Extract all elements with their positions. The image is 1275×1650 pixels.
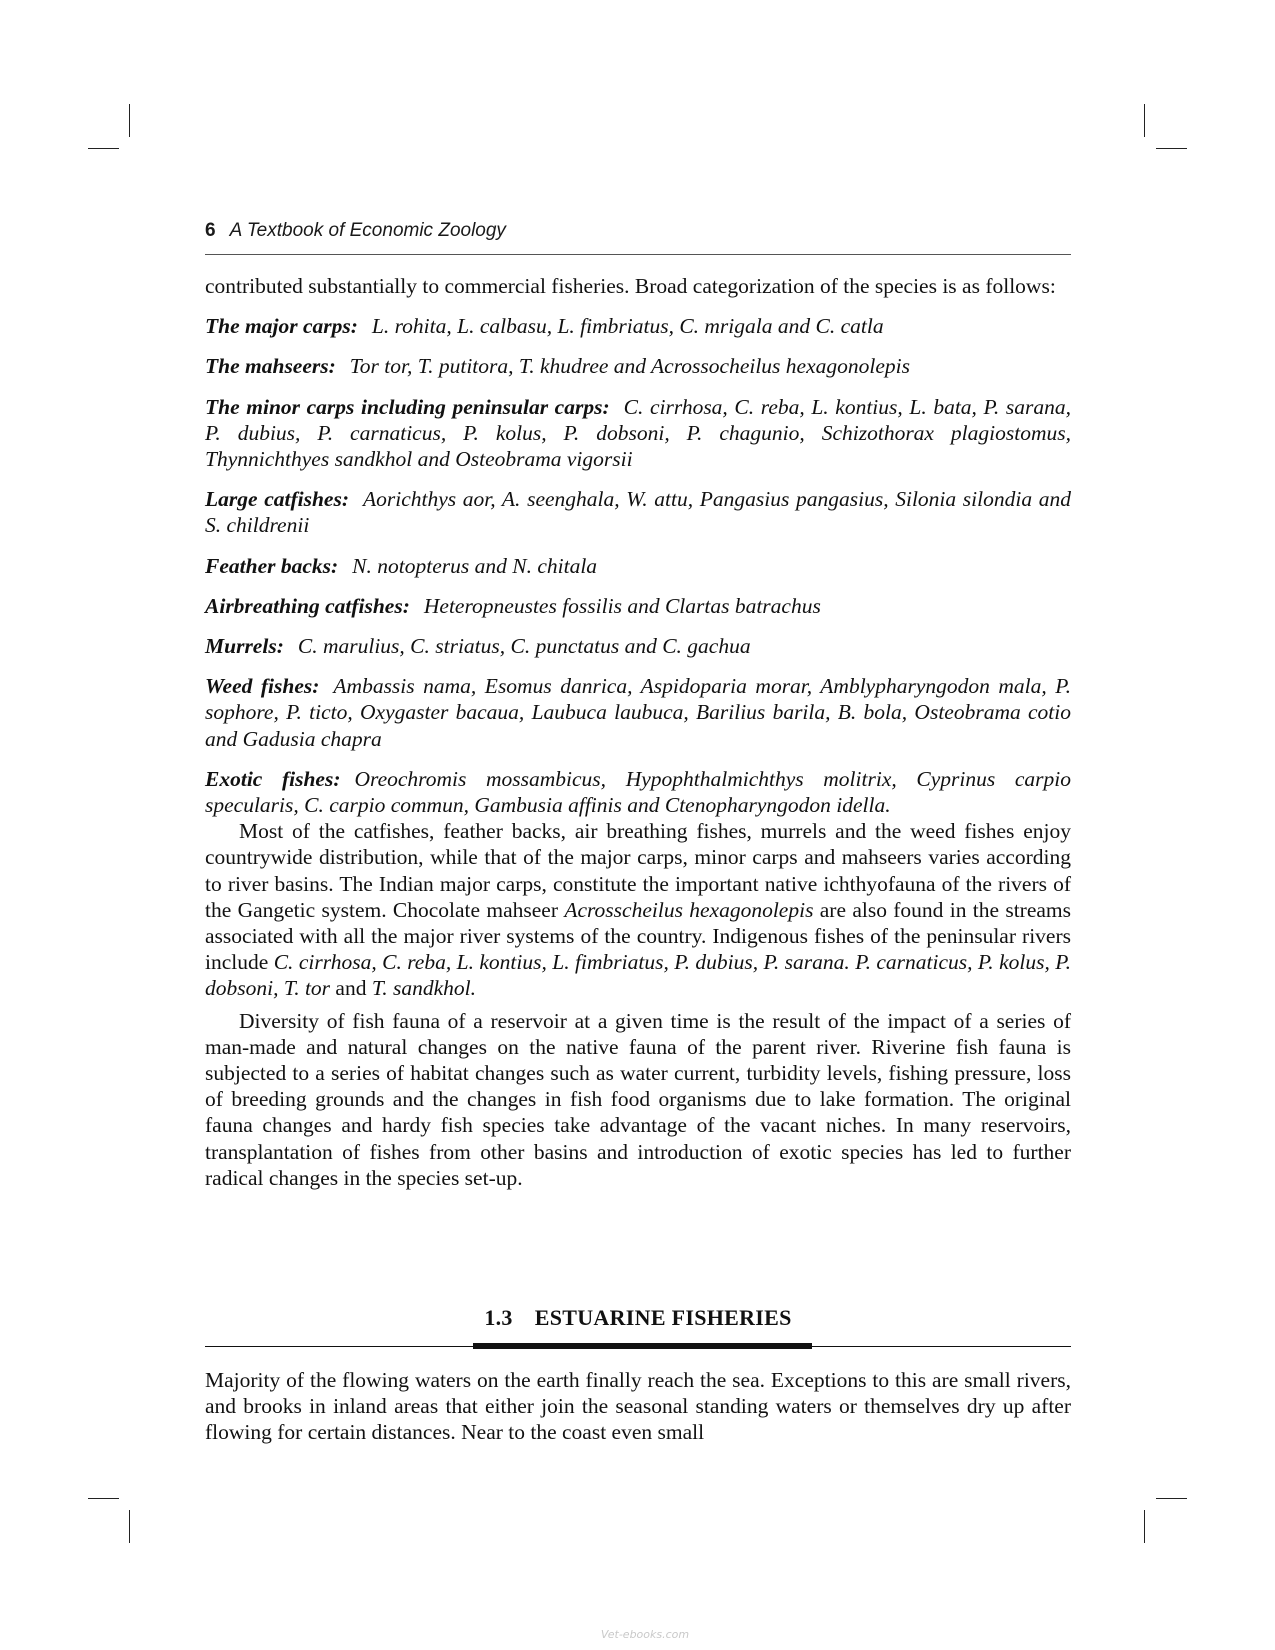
book-title: A Textbook of Economic Zoology — [229, 220, 506, 241]
category-species: Ambassis nama, Esomus danrica, Aspidoparia morar, Amblypharyngodon mala, P. sophore, P. ticto, Oxygaster bacaua, Laubuca laubuca, Barilius barila, B. bola, Osteobrama cotio and Gadusia chapra — [205, 674, 1071, 751]
category-species: Aorichthys aor, A. seenghala, W. attu, Pangasius pangasius, Silonia silondia and S. childrenii — [205, 487, 1071, 538]
category-label: The major carps: — [205, 314, 358, 339]
category-label: Weed fishes: — [205, 674, 320, 699]
text-run: and — [330, 976, 372, 1001]
category-mahseers — [205, 353, 1071, 379]
estuarine-text — [205, 1367, 1071, 1446]
page-number: 6 — [205, 220, 216, 241]
category-major-carps — [205, 313, 1071, 339]
section-heading — [205, 1305, 1071, 1331]
crop-mark-top-left-vertical — [129, 104, 130, 137]
main-text — [205, 273, 1071, 1191]
section-rule-accent — [473, 1343, 812, 1349]
crop-mark-top-right-vertical — [1144, 104, 1145, 137]
text-run: are also found in the streams associated with all the major river systems of the country. Indigenous fishes of the peninsular rivers include — [205, 897, 1072, 975]
category-label: Exotic fishes: — [205, 766, 341, 791]
species-name: Acrosscheilus hexagonolepis — [564, 897, 814, 922]
category-species: Heteropneustes fossilis and Clartas batrachus — [423, 593, 821, 618]
category-species: Tor tor, T. putitora, T. khudree and Acrossocheilus hexagonolepis — [349, 354, 910, 379]
category-murrels — [205, 633, 1071, 659]
text-run: Most of the catfishes, feather backs, air breathing fishes, murrels and the weed fishes enjoy countrywide distribution, while that of the major carps, minor carps and mahseers varies according to river basins. The Indian major carps, constitute the important native ichthyofauna of the rivers of the Gangetic system. Chocolate mahseer — [205, 819, 1071, 922]
category-airbreathing-catfishes — [205, 593, 1071, 619]
category-weed-fishes — [205, 673, 1071, 752]
diversity-paragraph: Diversity of fish fauna of a reservoir at a given time is the result of the impact of a series of man-made and natural changes on the native fauna of the parent river. Riverine fish fauna is subjected to a series of habitat changes such as water current, turbidity levels, fishing pressure, loss of breeding grounds and the changes in fish food organisms due to lake formation. The original fauna changes and hardy fish species take advantage of the vacant niches. In many reservoirs, transplantation of fishes from other basins and introduction of exotic species has led to further radical changes in the species set-up. — [205, 1008, 1071, 1190]
species-name: T. sandkhol. — [371, 976, 476, 1001]
section-number: 1.3 — [484, 1305, 513, 1330]
crop-mark-top-right-horizontal — [1156, 148, 1187, 149]
distribution-paragraph — [205, 818, 1071, 1001]
estuarine-paragraph: Majority of the flowing waters on the earth finally reach the sea. Exceptions to this are small rivers, and brooks in inland areas that either join the seasonal standing waters or themselves dry up after flowing for certain distances. Near to the coast even small — [205, 1368, 1071, 1445]
crop-mark-bottom-right-vertical — [1144, 1510, 1145, 1543]
watermark: Vet-ebooks.com — [600, 1628, 690, 1641]
category-exotic-fishes — [205, 766, 1071, 818]
category-label: Murrels: — [205, 634, 284, 659]
section-title: ESTUARINE FISHERIES — [534, 1305, 792, 1330]
category-species: L. rohita, L. calbasu, L. fimbriatus, C. mrigala and C. catla — [371, 314, 884, 339]
category-species: C. marulius, C. striatus, C. punctatus and C. gachua — [297, 634, 751, 659]
category-large-catfishes — [205, 486, 1071, 538]
category-label: The minor carps including peninsular carps: — [205, 394, 610, 419]
category-species: Oreochromis mossambicus, Hypophthalmichthys molitrix, Cyprinus carpio specularis, C. carpio commun, Gambusia affinis and Ctenopharyngodon idella. — [205, 766, 1071, 818]
category-minor-carps — [205, 394, 1071, 473]
category-label: The mahseers: — [205, 354, 336, 379]
header-rule — [205, 254, 1071, 255]
crop-mark-top-left-horizontal — [88, 148, 119, 149]
category-feather-backs — [205, 553, 1071, 579]
category-species: C. cirrhosa, C. reba, L. kontius, L. bata, P. sarana, P. dubius, P. carnaticus, P. kolus, P. dobsoni, P. chagunio, Schizothorax plagiostomus, Thynnichthyes sandkhol and Osteobrama vigorsii — [205, 394, 1072, 472]
category-label: Feather backs: — [205, 553, 339, 578]
running-header — [205, 220, 1071, 242]
crop-mark-bottom-left-horizontal — [88, 1498, 119, 1499]
crop-mark-bottom-right-horizontal — [1156, 1498, 1187, 1499]
category-label: Large catfishes: — [205, 487, 349, 512]
species-list: C. cirrhosa, C. reba, L. kontius, L. fimbriatus, P. dubius, P. sarana. P. carnaticus, P. kolus, P. dobsoni, T. tor — [205, 950, 1071, 1001]
crop-mark-bottom-left-vertical — [129, 1510, 130, 1543]
intro-paragraph: contributed substantially to commercial fisheries. Broad categorization of the species is as follows: — [205, 274, 1056, 298]
category-species: N. notopterus and N. chitala — [352, 553, 598, 578]
category-label: Airbreathing catfishes: — [205, 593, 410, 618]
